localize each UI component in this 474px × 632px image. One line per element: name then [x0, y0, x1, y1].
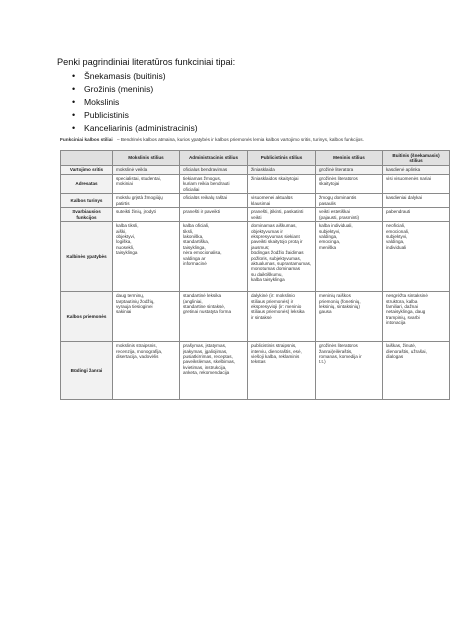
row-label: Vartojimo sritis	[61, 166, 113, 175]
cell-text: publicistinis straipsnis,	[251, 343, 297, 349]
cell-text: standartine sintaksė,	[183, 304, 226, 310]
cell-text: informacinė	[183, 261, 207, 267]
cell-text: paveikslėmas, skelbimas,	[183, 359, 236, 365]
cell-text: intonacija	[386, 320, 406, 326]
table-cell	[113, 208, 180, 222]
cell-text: anketa, rekomendacija	[183, 370, 230, 376]
page-heading: Penki pagrindiniai literatūros funkciniai tipai:	[57, 57, 236, 67]
caption-title: Funkciniai kalbos stiliai	[60, 137, 113, 142]
cell-text: aktualumas, suprantamumas,	[251, 261, 312, 267]
cell-text: pranešti ir paveikti	[183, 209, 221, 215]
table-cell	[248, 342, 316, 400]
cell-text: specialistai, studentai,	[116, 176, 161, 181]
row-label: Kalbinės ypatybės	[61, 222, 113, 292]
cell-text: grožinė literatūra	[319, 167, 354, 172]
cell-text: visuomenei aktualūs	[251, 195, 293, 201]
cell-text: standartinė leksika	[183, 293, 222, 299]
table-cell	[180, 175, 248, 194]
cell-text: kuriam reikia bendrauti	[183, 181, 230, 187]
cell-text: ekspresyvumas siekiant	[251, 234, 300, 240]
literature-types-list	[57, 70, 198, 135]
cell-text: nesgrėžta sintaksinė	[386, 293, 428, 299]
table-cell	[248, 166, 316, 175]
cell-text: taisyklinga,	[183, 244, 206, 250]
table-cell	[316, 292, 383, 342]
cell-text: kasdienė aplinka	[386, 167, 421, 172]
cell-text: valdinga,	[386, 239, 405, 245]
cell-text: dienoraštis, užrašai,	[386, 348, 427, 354]
row-label: Kalbos turinys	[61, 194, 113, 208]
cell-text: gretinai nustatyta forma	[183, 309, 232, 315]
cell-text: pabendrauti	[386, 209, 411, 215]
cell-text: tarptautinių žodžių,	[116, 298, 155, 304]
cell-text: pusiatkirrimas, receptas,	[183, 354, 233, 360]
table-cell	[113, 175, 180, 194]
cell-text: subjektyvi,	[386, 234, 408, 240]
cell-text: skaitytojai	[319, 181, 340, 187]
list-item: • Mokslinis	[57, 96, 198, 109]
table-cell	[113, 222, 180, 292]
table-cell	[180, 208, 248, 222]
row-label: Svarbiausios funkcijos	[61, 208, 113, 222]
cell-text: žmogų dominantis	[319, 195, 357, 201]
column-header: Publicistinis stilius	[248, 151, 316, 166]
cell-text: oficialiai	[183, 186, 200, 192]
cell-text: mokiniai	[116, 181, 133, 187]
table-row	[61, 194, 450, 208]
cell-text: struktūra, kalba	[386, 298, 418, 304]
cell-text: ekspresyvioji (ir: meninio	[251, 304, 302, 310]
table-cell	[180, 166, 248, 175]
cell-text: lakoniška,	[183, 234, 204, 240]
cell-text: dialogas	[386, 354, 404, 360]
cell-text: kalba taisyklinga	[251, 277, 285, 283]
cell-text: (angliniai,	[183, 298, 203, 304]
cell-text: žiniasklaidos skaitytojai	[251, 176, 299, 181]
cell-text: daug terminų,	[116, 293, 145, 299]
table-cell	[316, 194, 383, 208]
row-label: Kalbos priemonės	[61, 292, 113, 342]
table-cell	[383, 194, 450, 208]
list-item: • Kanceliarinis (administracinis)	[57, 122, 198, 135]
table-row	[61, 166, 450, 175]
table-cell	[248, 208, 316, 222]
cell-text: paveikti skaitytojo protą ir	[251, 239, 303, 245]
cell-text: mokslinis straipsnis,	[116, 343, 157, 349]
cell-text: ir sintaksė	[251, 314, 272, 320]
cell-text: veikti	[251, 214, 262, 220]
cell-text: recenzija, monografija,	[116, 348, 163, 354]
cell-text: veikti estetiškai	[319, 209, 350, 215]
column-header: Buitinis (šnekamasis) stilius	[383, 151, 450, 166]
table-cell	[383, 342, 450, 400]
cell-text: t.t.)	[319, 359, 326, 365]
table-cell	[316, 342, 383, 400]
cell-text: dominamas aiškumas,	[251, 223, 297, 229]
cell-text: sakiniai	[116, 309, 132, 315]
table-cell	[248, 222, 316, 292]
cell-text: valdinga,	[319, 234, 338, 240]
cell-text: žiniasklaida	[251, 167, 275, 172]
table-row	[61, 342, 450, 400]
table-cell	[383, 175, 450, 194]
table-header-row	[61, 151, 450, 166]
cell-text: laiškas, žinutė,	[386, 343, 417, 349]
cell-text: trampinių, svarbi	[386, 314, 420, 320]
table-cell	[113, 194, 180, 208]
table-cell	[383, 166, 450, 175]
table-cell	[316, 208, 383, 222]
table-cell	[316, 175, 383, 194]
table-cell	[113, 342, 180, 400]
cell-text: mokslinė veikla	[116, 167, 148, 172]
table-cell	[113, 166, 180, 175]
column-header: Meninis stilius	[316, 151, 383, 166]
cell-text: tekstas	[251, 359, 266, 365]
list-item: • Šnekamasis (buitinis)	[57, 70, 198, 83]
cell-text: leksinių, sintaksinių)	[319, 304, 360, 310]
table-row	[61, 208, 450, 222]
table-cell	[383, 292, 450, 342]
cell-text: standartiška,	[183, 239, 210, 245]
cell-text: oficialūs reikalų raštai	[183, 195, 227, 201]
cell-text: aiški,	[116, 228, 127, 234]
table-caption	[60, 137, 440, 142]
table-cell	[383, 208, 450, 222]
row-label: Adresatas	[61, 175, 113, 194]
cell-text: pasaulis	[319, 200, 336, 206]
table-row	[61, 175, 450, 194]
table-cell	[316, 222, 383, 292]
table-row	[61, 292, 450, 342]
cell-text: tiekiamas žmogus,	[183, 176, 222, 181]
cell-text: mokslu grįstà žmogiùjų	[116, 195, 163, 201]
cell-text: suteikti žinių, įrodyti	[116, 209, 156, 215]
table-body	[61, 166, 450, 400]
cell-text: žanrai(eilėraštis,	[319, 348, 353, 354]
column-header	[61, 151, 113, 166]
table-cell	[180, 222, 248, 292]
cell-text: emocionali,	[386, 228, 410, 234]
cell-text: kasdieniai dalykai	[386, 195, 423, 201]
cell-text: prašymas, įstatymas,	[183, 343, 227, 349]
cell-text: individuali	[386, 244, 407, 250]
cell-text: logiška,	[116, 239, 132, 245]
column-header: Administracinis stilius	[180, 151, 248, 166]
cell-text: kvietimas, instrukcija,	[183, 364, 227, 370]
list-item: • Publicistinis	[57, 109, 198, 122]
table-cell	[180, 292, 248, 342]
cell-text: patirtis	[116, 200, 130, 206]
table-cell	[248, 175, 316, 194]
cell-text: oficialus bendravimas	[183, 167, 228, 172]
table-cell	[180, 342, 248, 400]
cell-text: netaisyklinga, daug	[386, 309, 426, 315]
cell-text: meninių raiškos	[319, 293, 351, 299]
cell-text: valdinga ar	[183, 255, 206, 261]
cell-text: subjektyvi,	[319, 228, 341, 234]
cell-text: viešoji kalba, reklaminis	[251, 354, 300, 360]
column-header: Mokslinis stilius	[113, 151, 180, 166]
cell-text: grožinės literatūros	[319, 176, 358, 181]
cell-text: kalba tiksli,	[116, 223, 139, 229]
cell-text: neoficiali,	[386, 223, 406, 229]
cell-text: (pajausti, prasminti)	[319, 214, 360, 220]
cell-text: grožinės literatūros	[319, 343, 358, 349]
cell-text: jausmus;	[251, 244, 270, 250]
cell-text: interviu, dienoraštis, esė,	[251, 348, 302, 354]
caption-text: – Bendrinės kalbos atmaina, kurios ypatybės ir kalbos priemonės lemia kalbos vartojimo sritis, turinys, kalbos funkcijos.	[116, 137, 364, 142]
cell-text: nėra emocionalisa,	[183, 250, 222, 256]
cell-text: objektyvumas ir	[251, 228, 283, 234]
cell-text: pranešti, įtikinti, paskatinti	[251, 209, 304, 215]
table-row	[61, 222, 450, 292]
cell-text: požiūris, subjektyvumas,	[251, 255, 302, 261]
cell-text: priemonių (fonetinių,	[319, 298, 361, 304]
list-item: • Grožinis (meninis)	[57, 83, 198, 96]
row-label: Būdingi žanrai	[61, 342, 113, 400]
cell-text: visi visuomenės nariai	[386, 176, 431, 181]
cell-text: būdingas žodžio žaidimas	[251, 250, 304, 256]
cell-text: dalykinė (ir: mokslinio	[251, 293, 295, 299]
cell-text: taisyklinga	[116, 250, 138, 256]
cell-text: vyrauja tiesioginei	[116, 304, 153, 310]
cell-text: objektyvi,	[116, 234, 136, 240]
cell-text: su daiktiškumu,	[251, 271, 283, 277]
cell-text: monotumas dominamas	[251, 266, 301, 272]
cell-text: stiliaus priemonės) leksika	[251, 309, 305, 315]
functional-styles-table	[60, 150, 450, 400]
cell-text: disertacija, vadovėlis	[116, 354, 159, 360]
table-cell	[316, 166, 383, 175]
table-cell	[383, 222, 450, 292]
table-cell	[248, 292, 316, 342]
cell-text: kalba oficiali,	[183, 223, 210, 229]
cell-text: familiari, dažnai	[386, 304, 418, 310]
cell-text: stiliaus priemonės) ir	[251, 298, 294, 304]
cell-text: emocinga,	[319, 239, 341, 245]
table-cell	[248, 194, 316, 208]
cell-text: tiksli,	[183, 228, 194, 234]
table-cell	[113, 292, 180, 342]
cell-text: gausa	[319, 309, 332, 315]
cell-text: klausimai	[251, 200, 271, 206]
cell-text: meniška	[319, 244, 337, 250]
cell-text: įsakymas, įgaliojimas,	[183, 348, 228, 354]
cell-text: kalba individuali,	[319, 223, 353, 229]
cell-text: nuosekli,	[116, 244, 135, 250]
cell-text: romanas, komedija ir	[319, 354, 362, 360]
table-cell	[180, 194, 248, 208]
